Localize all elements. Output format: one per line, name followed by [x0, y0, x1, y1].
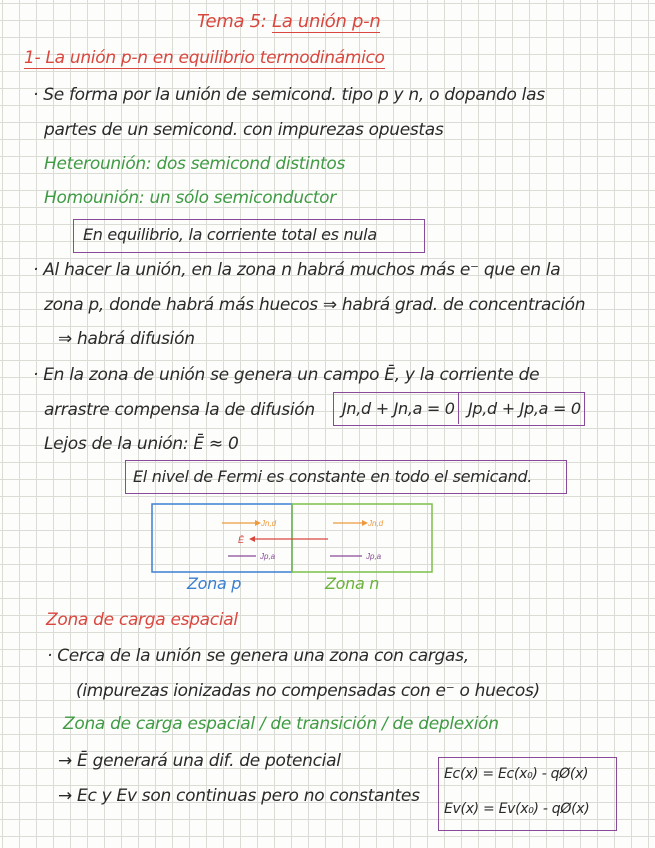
fermi-box-text: El nivel de Fermi es constante en todo el semicand. [133, 467, 533, 486]
para3-line2: arrastre compensa la de difusión [44, 400, 315, 420]
e-field-arrowhead [249, 536, 255, 542]
zona-carga-line2: (impurezas ionizadas no compensadas con e⁻ o huecos) [76, 681, 540, 701]
e-field-label: Ē [238, 535, 245, 545]
jnd-label-n: Jn,d [368, 519, 384, 528]
para1-line1: · Se forma por la unión de semicond. tipo p y n, o dopando las [33, 85, 545, 105]
zona-carga-arrow2: → Ec y Ev son continuas pero no constantes [58, 786, 420, 806]
lejos-line: Lejos de la unión: Ē ≈ 0 [44, 434, 239, 454]
zone-n-label: Zona n [325, 574, 380, 593]
para3-line1: · En la zona de unión se genera un campo Ē, y la corriente de [33, 365, 540, 385]
band-eq1: Ec(x) = Ec(x₀) - qØ(x) [444, 766, 589, 782]
heterounion-label: Heterounión: [44, 154, 152, 174]
para2-line3: ⇒ habrá difusión [58, 329, 195, 349]
heterounion-line [44, 154, 345, 174]
zona-carga-heading: Zona de carga espacial [46, 610, 238, 630]
zone-p-label: Zona p [187, 574, 242, 593]
pn-junction-diagram [150, 503, 440, 573]
equilibrium-box-text: En equilibrio, la corriente total es nula [83, 225, 377, 244]
zone-n-rect [292, 504, 432, 572]
eq-p: Jp,d + Jp,a = 0 [468, 399, 581, 418]
jpa-label-p: Jp,a [260, 552, 276, 561]
title-prefix: Tema 5: [197, 11, 267, 32]
current-eq-divider [458, 392, 459, 424]
heterounion-text: dos semicond distintos [156, 154, 346, 174]
jpa-label-n: Jp,a [366, 552, 382, 561]
homounion-label: Homounión: [44, 188, 145, 208]
homounion-line [44, 188, 336, 208]
section-heading [24, 48, 385, 68]
para2-line1: · Al hacer la unión, en la zona n habrá muchos más e⁻ que en la [33, 260, 561, 280]
zona-carga-line1: · Cerca de la unión se genera una zona con cargas, [47, 646, 469, 666]
page-title [197, 11, 380, 32]
para1-line2: partes de un semicond. con impurezas opuestas [44, 120, 444, 140]
zona-carga-arrow1: → Ē generará una dif. de potencial [58, 751, 341, 771]
para2-line2: zona p, donde habrá más huecos ⇒ habrá grad. de concentración [44, 295, 586, 315]
zone-p-rect [152, 504, 292, 572]
homounion-text: un sólo semiconductor [149, 188, 336, 208]
band-eq2: Ev(x) = Ev(x₀) - qØ(x) [444, 801, 590, 817]
eq-n: Jn,d + Jn,a = 0 [342, 399, 455, 418]
section-heading-text: 1- La unión p-n en equilibrio termodinámico [24, 48, 385, 68]
jnd-label-p: Jn,d [261, 519, 277, 528]
zona-carga-synonyms: Zona de carga espacial / de transición / de deplexión [63, 714, 499, 734]
title-topic: La unión p-n [271, 11, 381, 32]
